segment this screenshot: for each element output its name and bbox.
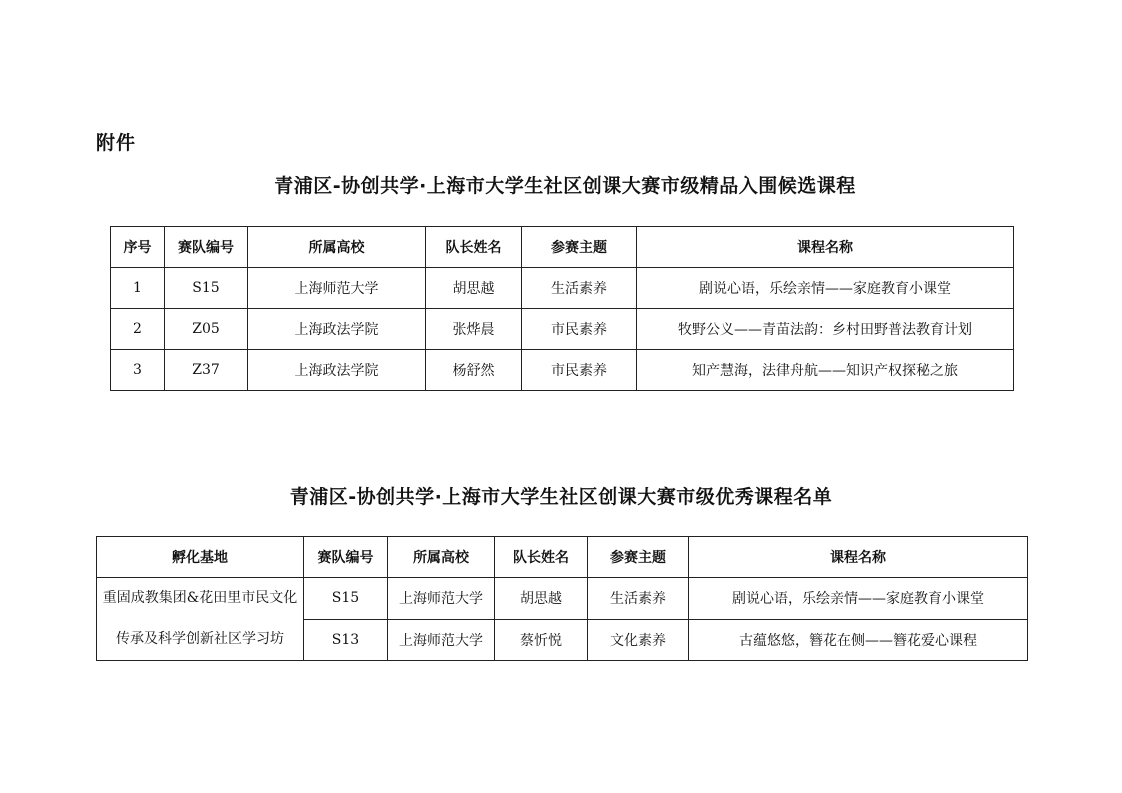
table-cell: 2 — [111, 309, 165, 350]
table-cell: 杨舒然 — [426, 350, 522, 391]
table-cell: 3 — [111, 350, 165, 391]
table-cell: 牧野公义——青苗法韵：乡村田野普法教育计划 — [637, 309, 1014, 350]
table-cell: 市民素养 — [522, 309, 637, 350]
table-cell: 剧说心语，乐绘亲情——家庭教育小课堂 — [637, 268, 1014, 309]
table-cell: 剧说心语，乐绘亲情——家庭教育小课堂 — [689, 578, 1028, 620]
excellent-courses-table — [96, 536, 1028, 661]
table1-title: 青浦区-协创共学·上海市大学生社区创课大赛市级精品入围候选课程 — [274, 175, 856, 197]
table-cell: Z05 — [165, 309, 248, 350]
header-cell: 所属高校 — [388, 537, 495, 578]
table-cell: S15 — [165, 268, 248, 309]
attachment-label: 附件 — [96, 132, 137, 154]
incubation-base-cell: 重固成教集团&花田里市民文化传承及科学创新社区学习坊 — [97, 578, 304, 661]
header-cell: 参赛主题 — [522, 227, 637, 268]
table-row — [111, 350, 1014, 391]
header-cell: 队长姓名 — [426, 227, 522, 268]
header-cell: 参赛主题 — [588, 537, 689, 578]
table-row — [111, 309, 1014, 350]
table-cell: 蔡忻悦 — [495, 619, 588, 661]
header-cell: 课程名称 — [637, 227, 1014, 268]
table-cell: 生活素养 — [522, 268, 637, 309]
header-cell: 赛队编号 — [165, 227, 248, 268]
table-header-row — [111, 227, 1014, 268]
table-cell: 上海政法学院 — [248, 350, 426, 391]
table-cell: 上海师范大学 — [388, 578, 495, 620]
table-cell: Z37 — [165, 350, 248, 391]
header-cell: 所属高校 — [248, 227, 426, 268]
table-cell: S13 — [304, 619, 388, 661]
header-cell: 课程名称 — [689, 537, 1028, 578]
table-cell: 张烨晨 — [426, 309, 522, 350]
table-cell: S15 — [304, 578, 388, 620]
table-cell: 上海师范大学 — [248, 268, 426, 309]
table-cell: 胡思越 — [426, 268, 522, 309]
header-cell: 队长姓名 — [495, 537, 588, 578]
table-row — [111, 268, 1014, 309]
table-row — [97, 578, 1028, 620]
table-cell: 胡思越 — [495, 578, 588, 620]
header-cell: 序号 — [111, 227, 165, 268]
finalist-courses-table — [110, 226, 1014, 391]
table-cell: 古蕴悠悠，簪花在侧——簪花爱心课程 — [689, 619, 1028, 661]
header-cell: 赛队编号 — [304, 537, 388, 578]
table-cell: 生活素养 — [588, 578, 689, 620]
table-cell: 上海政法学院 — [248, 309, 426, 350]
header-cell: 孵化基地 — [97, 537, 304, 578]
table-header-row — [97, 537, 1028, 578]
table2-title: 青浦区-协创共学·上海市大学生社区创课大赛市级优秀课程名单 — [289, 486, 833, 508]
table-cell: 文化素养 — [588, 619, 689, 661]
table-cell: 知产慧海，法律舟航——知识产权探秘之旅 — [637, 350, 1014, 391]
table-cell: 1 — [111, 268, 165, 309]
table-cell: 上海师范大学 — [388, 619, 495, 661]
table-cell: 市民素养 — [522, 350, 637, 391]
